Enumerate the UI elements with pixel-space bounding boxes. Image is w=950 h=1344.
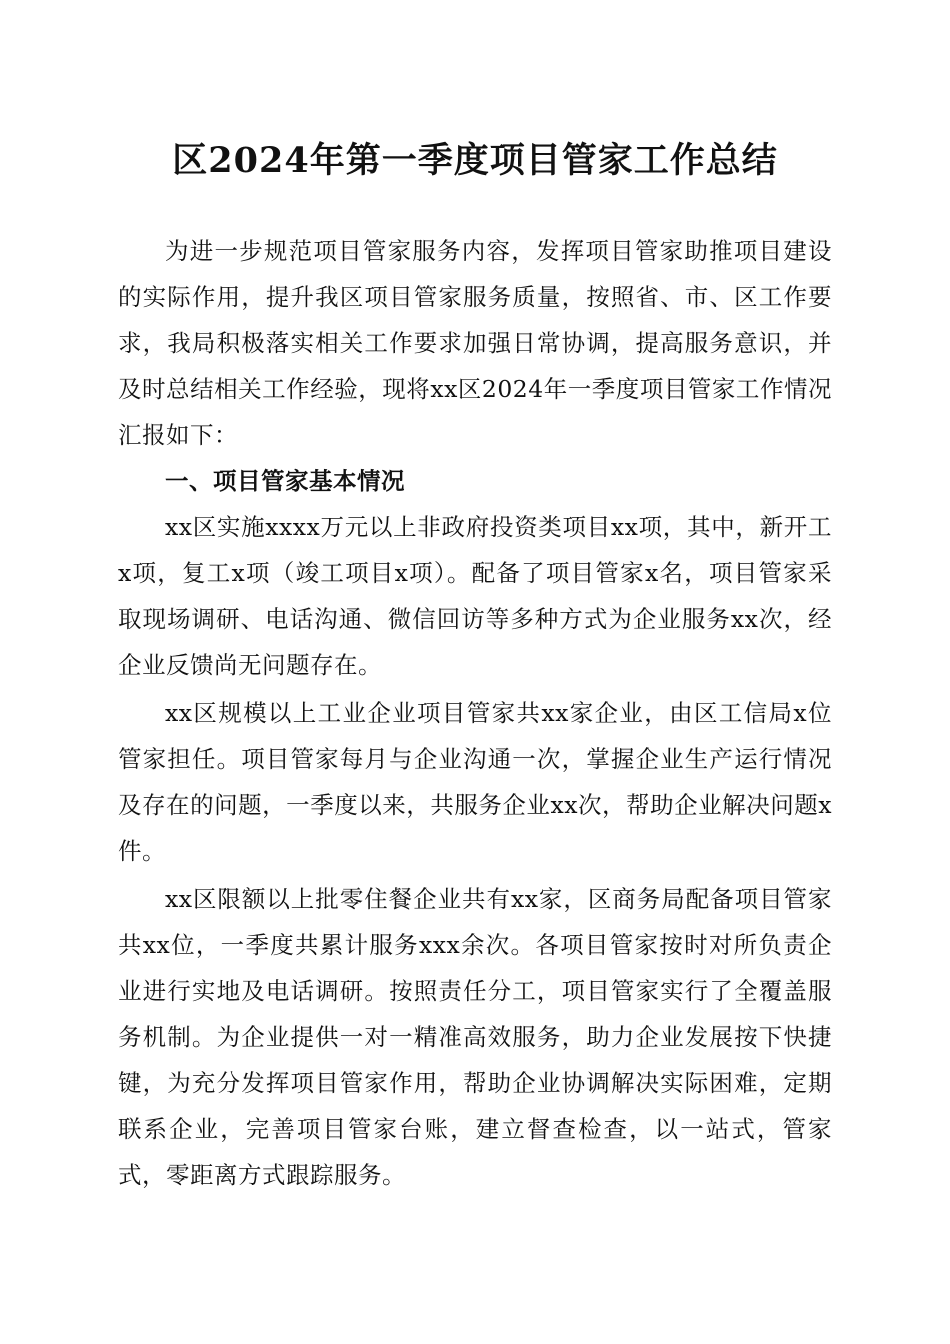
- intro-paragraph: 为进一步规范项目管家服务内容，发挥项目管家助推项目建设的实际作用，提升我区项目管家服务质量，按照省、市、区工作要求，我局积极落实相关工作要求加强日常协调，提高服务意识，并及时总结相关工作经验，现将xx区2024年一季度项目管家工作情况汇报如下：: [118, 237, 832, 449]
- document-body: [118, 228, 832, 1198]
- body-paragraph-2: xx区规模以上工业企业项目管家共xx家企业，由区工信局x位管家担任。项目管家每月与企业沟通一次，掌握企业生产运行情况及存在的问题，一季度以来，共服务企业xx次，帮助企业解决问题x件。: [118, 699, 832, 865]
- body-paragraph-3: xx区限额以上批零住餐企业共有xx家，区商务局配备项目管家共xx位，一季度共累计服务xxx余次。各项目管家按时对所负责企业进行实地及电话调研。按照责任分工，项目管家实行了全覆盖服务机制。为企业提供一对一精准高效服务，助力企业发展按下快捷键，为充分发挥项目管家作用，帮助企业协调解决实际困难，定期联系企业，完善项目管家台账，建立督查检查，以一站式，管家式，零距离方式跟踪服务。: [118, 885, 832, 1189]
- document-title: 区2024年第一季度项目管家工作总结: [172, 140, 778, 181]
- section-heading: 一、项目管家基本情况: [165, 467, 405, 495]
- body-paragraph-1: xx区实施xxxx万元以上非政府投资类项目xx项，其中，新开工x项，复工x项（竣工项目x项）。配备了项目管家x名，项目管家采取现场调研、电话沟通、微信回访等多种方式为企业服务xx次，经企业反馈尚无问题存在。: [118, 513, 832, 679]
